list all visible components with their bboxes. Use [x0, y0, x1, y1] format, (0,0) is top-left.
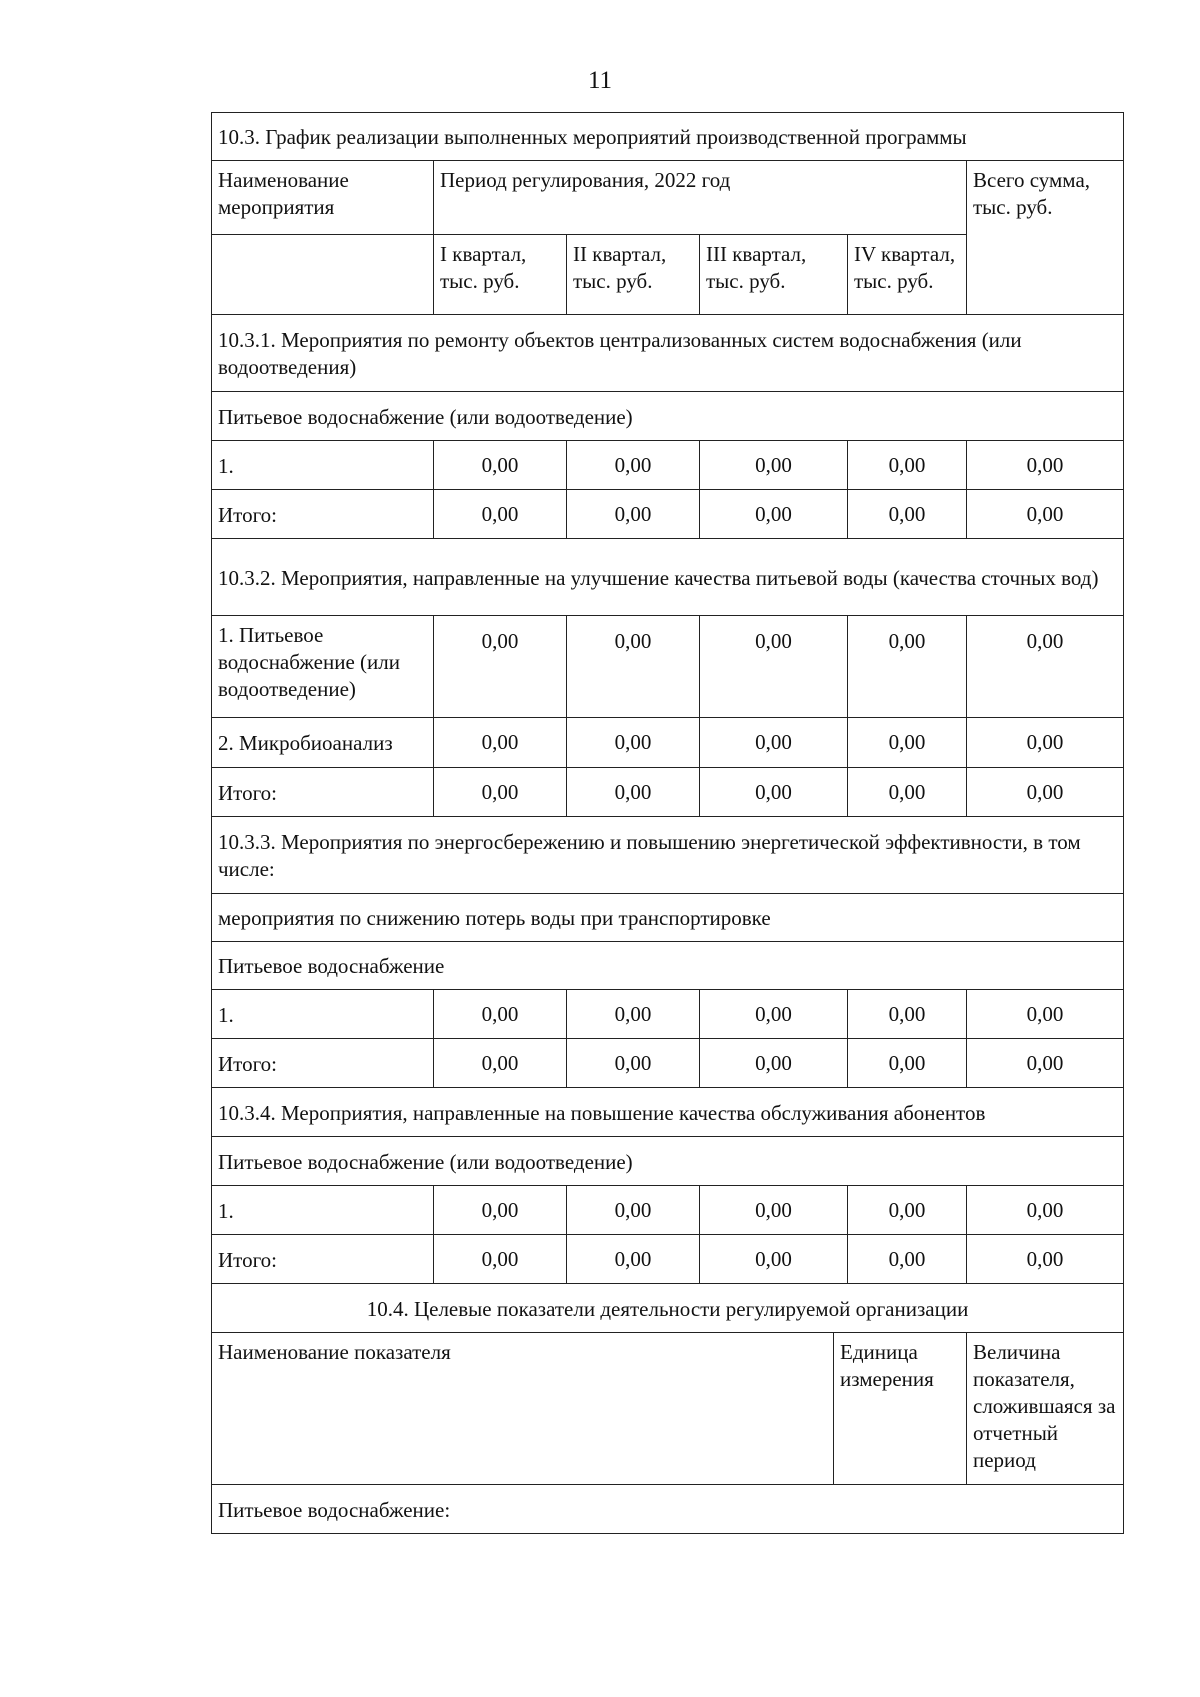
table-row	[212, 990, 1124, 1039]
section-10-3-1-title-row	[212, 315, 1124, 392]
value-q2: 0,00	[567, 1235, 700, 1284]
value-q4: 0,00	[848, 616, 967, 718]
section-10-3-3-title: 10.3.3. Мероприятия по энергосбережению и повышению энергетической эффективности, в том числе:	[212, 817, 1124, 894]
value-total: 0,00	[967, 490, 1124, 539]
table-row	[212, 616, 1124, 718]
value-q2: 0,00	[567, 616, 700, 718]
value-q3: 0,00	[700, 441, 848, 490]
header-empty-cell	[212, 235, 434, 315]
value-total: 0,00	[967, 441, 1124, 490]
value-total: 0,00	[967, 990, 1124, 1039]
value-q1: 0,00	[434, 441, 567, 490]
value-q1: 0,00	[434, 1186, 567, 1235]
row-label: Итого:	[212, 490, 434, 539]
value-q1: 0,00	[434, 490, 567, 539]
value-q1: 0,00	[434, 718, 567, 768]
value-total: 0,00	[967, 616, 1124, 718]
row-label: 1.	[212, 990, 434, 1039]
value-total: 0,00	[967, 1039, 1124, 1088]
section-10-4-subtitle: Питьевое водоснабжение:	[212, 1485, 1124, 1534]
section-10-3-4-title: 10.3.4. Мероприятия, направленные на повышение качества обслуживания абонентов	[212, 1088, 1124, 1137]
table-row	[212, 441, 1124, 490]
table-row	[212, 490, 1124, 539]
section-10-3-3-subtitle-1: мероприятия по снижению потерь воды при транспортировке	[212, 894, 1124, 942]
header-name-col: Наименование мероприятия	[212, 161, 434, 235]
value-q4: 0,00	[848, 768, 967, 817]
table-row	[212, 1186, 1124, 1235]
section-10-3-4-subtitle: Питьевое водоснабжение (или водоотведение)	[212, 1137, 1124, 1186]
table-row	[212, 1039, 1124, 1088]
indicator-unit-header: Единица измерения	[834, 1333, 967, 1485]
section-10-3-1-subtitle: Питьевое водоснабжение (или водоотведение)	[212, 392, 1124, 441]
value-q4: 0,00	[848, 1039, 967, 1088]
value-q4: 0,00	[848, 1186, 967, 1235]
value-q1: 0,00	[434, 990, 567, 1039]
table-row	[212, 718, 1124, 768]
header-quarter-2: II квартал, тыс. руб.	[567, 235, 700, 315]
header-period: Период регулирования, 2022 год	[434, 161, 967, 235]
row-label: 1.	[212, 441, 434, 490]
indicator-value-header: Величина показателя, сложившаяся за отчетный период	[967, 1333, 1124, 1485]
section-10-4-subtitle-row	[212, 1485, 1124, 1534]
value-q3: 0,00	[700, 1039, 848, 1088]
section-10-3-4-title-row	[212, 1088, 1124, 1137]
table-row	[212, 768, 1124, 817]
table-row	[212, 1235, 1124, 1284]
value-q2: 0,00	[567, 768, 700, 817]
header-quarter-3: III квартал, тыс. руб.	[700, 235, 848, 315]
header-quarter-4: IV квартал, тыс. руб.	[848, 235, 967, 315]
value-q1: 0,00	[434, 616, 567, 718]
value-q4: 0,00	[848, 441, 967, 490]
section-10-3-1-title: 10.3.1. Мероприятия по ремонту объектов централизованных систем водоснабжения (или водоотведения)	[212, 315, 1124, 392]
row-label: 1. Питьевое водоснабжение (или водоотведение)	[212, 616, 434, 718]
value-q3: 0,00	[700, 1186, 848, 1235]
section-10-3-4-subtitle-row	[212, 1137, 1124, 1186]
section-10-3-title: 10.3. График реализации выполненных мероприятий производственной программы	[212, 113, 1124, 161]
value-q3: 0,00	[700, 718, 848, 768]
value-total: 0,00	[967, 718, 1124, 768]
section-10-3-2-title-row	[212, 539, 1124, 616]
section-10-3-title-row	[212, 113, 1124, 161]
value-q4: 0,00	[848, 718, 967, 768]
value-q1: 0,00	[434, 768, 567, 817]
value-q2: 0,00	[567, 718, 700, 768]
value-q3: 0,00	[700, 768, 848, 817]
section-10-3-3-subtitle-2: Питьевое водоснабжение	[212, 942, 1124, 990]
value-q4: 0,00	[848, 1235, 967, 1284]
value-q1: 0,00	[434, 1039, 567, 1088]
value-q3: 0,00	[700, 990, 848, 1039]
table-header-row	[212, 161, 1124, 235]
section-10-3-3-subtitle-row	[212, 894, 1124, 942]
page-number: 11	[587, 67, 613, 94]
row-label: 2. Микробиоанализ	[212, 718, 434, 768]
section-10-3-2-title: 10.3.2. Мероприятия, направленные на улучшение качества питьевой воды (качества сточных вод)	[212, 539, 1124, 616]
section-10-3-3-subtitle-row	[212, 942, 1124, 990]
value-q3: 0,00	[700, 616, 848, 718]
row-label: 1.	[212, 1186, 434, 1235]
value-q3: 0,00	[700, 490, 848, 539]
header-total: Всего сумма, тыс. руб.	[967, 161, 1124, 315]
section-10-3-1-subtitle-row	[212, 392, 1124, 441]
value-q2: 0,00	[567, 490, 700, 539]
value-q2: 0,00	[567, 990, 700, 1039]
value-q3: 0,00	[700, 1235, 848, 1284]
production-program-table	[211, 112, 1124, 1534]
indicator-name-header: Наименование показателя	[212, 1333, 834, 1485]
value-q4: 0,00	[848, 490, 967, 539]
row-label: Итого:	[212, 768, 434, 817]
header-quarter-1: I квартал, тыс. руб.	[434, 235, 567, 315]
value-q2: 0,00	[567, 441, 700, 490]
section-10-4-title: 10.4. Целевые показатели деятельности регулируемой организации	[212, 1284, 1124, 1333]
section-10-4-title-row	[212, 1284, 1124, 1333]
section-10-3-3-title-row	[212, 817, 1124, 894]
value-q2: 0,00	[567, 1186, 700, 1235]
value-q2: 0,00	[567, 1039, 700, 1088]
value-q4: 0,00	[848, 990, 967, 1039]
value-total: 0,00	[967, 768, 1124, 817]
value-total: 0,00	[967, 1235, 1124, 1284]
value-total: 0,00	[967, 1186, 1124, 1235]
value-q1: 0,00	[434, 1235, 567, 1284]
row-label: Итого:	[212, 1039, 434, 1088]
row-label: Итого:	[212, 1235, 434, 1284]
section-10-4-header-row	[212, 1333, 1124, 1485]
